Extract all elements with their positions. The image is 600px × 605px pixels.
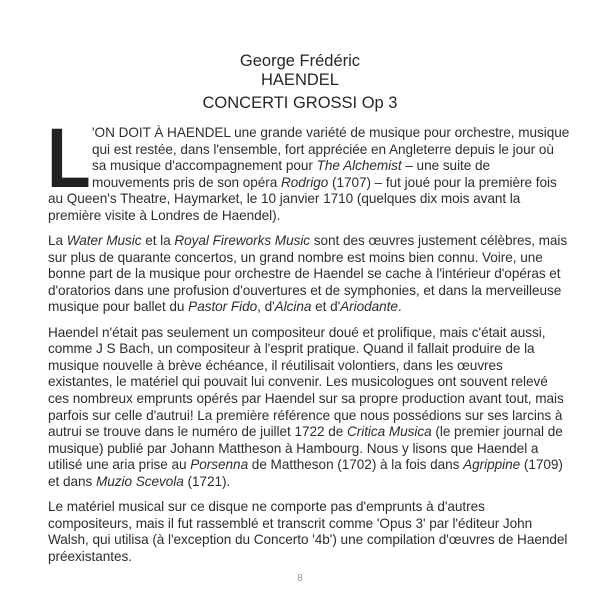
italic-title: Muzio Scevola [95,473,184,489]
page-header [0,52,600,90]
italic-title: Porsenna [190,457,249,473]
text-run: (1721). [183,473,231,489]
paragraph [48,233,570,316]
composer-last-name: HAENDEL [261,71,339,89]
text-run: de Mattheson (1702) à la fois dans [248,457,464,473]
text-run: La [48,233,67,249]
page-number: 8 [297,573,303,584]
text-run: Haendel n'était pas seulement un compositeur doué et prolifique, mais c'était aussi, comme J S Bach, un compositeur à l'esprit pratique. Quand il fallait produire de la musique nouvelle à brève échéance, il réutilisait volontiers, dans les œuvres existantes, le matériel qui pouvait lui convenir. Les musicologues ont souvent relevé ces nombreux emprunts opérés par Haendel sur sa propre production avant tout, mais parfois sur celle d'autrui! La première référence que nous possédions sur ses larcins à autrui se trouve dans le numéro de juillet 1722 de [48,324,564,440]
italic-title: Alcina [274,299,312,315]
text-run: (le premier journal de musique) publié par Johann Mattheson à Hambourg. Nous y lisons que Haendel a utilisé une aria prise au [48,424,563,473]
work-title: CONCERTI GROSSI Op 3 [202,94,398,112]
text-run: et la [141,233,175,249]
text-run: 'ON DOIT À HAENDEL une grande variété de musique pour orchestre, musique qui est restée, dans l'ensemble, fort appréciée en Angleterre depuis le jour où sa musique d'accompagnement pour [92,125,570,174]
text-run: (1709) et dans [48,457,563,489]
text-run: et d' [311,299,341,315]
italic-title: Critica Musica [346,424,432,440]
paragraph [48,325,570,491]
paragraph [48,499,570,565]
italic-title: Agrippine [463,457,521,473]
text-run: , d' [257,299,275,315]
italic-title: Ariodante [340,299,398,315]
text-run: (1707) – fut joué pour la première fois au Queen's Theatre, Haymarket, le 10 janvier 1710 (quelques dix mois avant la première visite à Londres de Haendel). [48,174,557,223]
text-run: – une suite de mouvements pris de son opéra [92,158,491,190]
italic-title: The Alchemist [316,158,402,174]
italic-title: Royal Fireworks Music [174,233,311,249]
paragraph [47,111,570,225]
drop-cap: L [47,111,91,205]
italic-title: Water Music [66,233,142,249]
text-run: sont des œuvres justement célèbres, mais sur plus de quarante concertos, un grand nombre est moins bien connu. Voire, une bonne part de la musique pour orchestre de Haendel se cache à l'intérieur d'opéras et d'oratorios dans une profusion d'ouvertures et de symphonies, et dans la merveilleuse musique pour ballet du [48,233,568,315]
article-body [47,111,570,574]
italic-title: Rodrigo [280,174,329,190]
composer-first-name: George Frédéric [239,52,361,70]
text-run: . [397,299,402,315]
text-run: Le matériel musical sur ce disque ne comporte pas d'emprunts à d'autres compositeurs, mais il fut rassemblé et transcrit comme 'Opus 3' par l'éditeur John Walsh, qui utilisa (à l'exception du Concerto '4b') une compilation d'œuvres de Haendel préexistantes. [48,498,568,564]
italic-title: Pastor Fido [188,299,258,315]
